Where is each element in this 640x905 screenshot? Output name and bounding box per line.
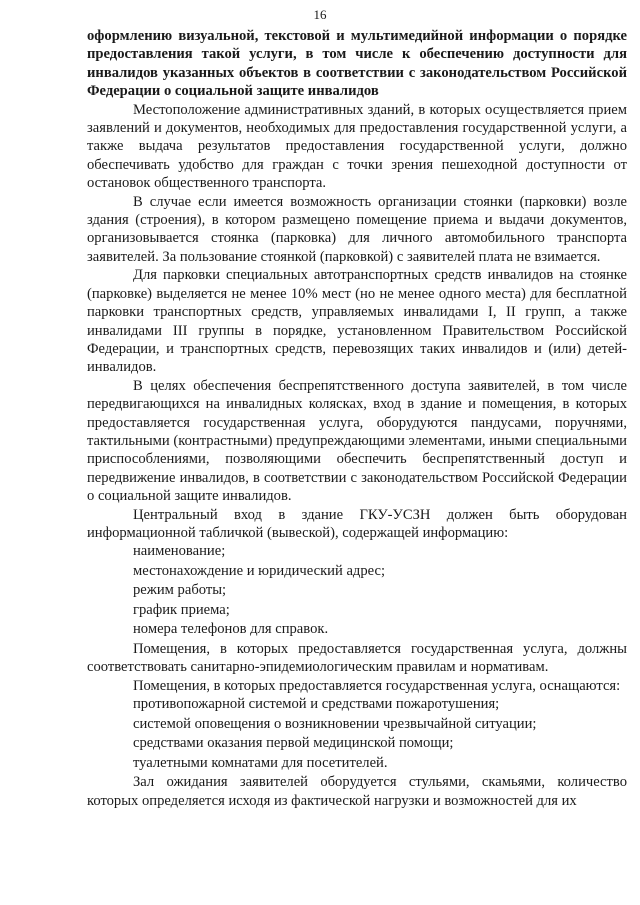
section-heading: оформлению визуальной, текстовой и мультимедийной информации о порядке предоставления такой услуги, в том числе к обеспечению доступности для инвалидов указанных объектов в соответствии с законодательством Российской Федерации о социальной защите инвалидов	[87, 28, 627, 100]
paragraph: Для парковки специальных автотранспортных средств инвалидов на стоянке (парковке) выделяется не менее 10% мест (но не менее одного места) для бесплатной парковки транспортных средств, управляемых инвалидами I, II групп, а также инвалидами III группы в порядке, установленном Правительством Российской Федерации, и транспортных средств, перевозящих таких инвалидов и (или) детей-инвалидов.	[87, 267, 627, 376]
list-item: режим работы;	[133, 582, 227, 599]
document-body	[87, 27, 627, 810]
paragraph: Центральный вход в здание ГКУ-УСЗН должен быть оборудован информационной табличкой (вывеской), содержащей информацию:	[87, 506, 627, 541]
paragraph: Зал ожидания заявителей оборудуется стульями, скамьями, количество которых определяется исходя из фактической нагрузки и возможностей для их	[87, 774, 627, 809]
list-item: туалетными комнатами для посетителей.	[133, 754, 388, 771]
list-item: наименование;	[133, 543, 226, 560]
list-item: местонахождение и юридический адрес;	[133, 562, 386, 579]
paragraph: В целях обеспечения беспрепятственного доступа заявителей, в том числе передвигающихся на инвалидных колясках, вход в здание и помещения, в которых предоставляется государственная услуга, оборудуются пандусами, поручнями, тактильными (контрастными) предупреждающими элементами, иными специальными приспособлениями, позволяющими обеспечить беспрепятственный доступ и передвижение инвалидов, в соответствии с законодательством Российской Федерации о социальной защите инвалидов.	[87, 377, 627, 505]
list-item: номера телефонов для справок.	[133, 621, 329, 638]
list-item: график приема;	[133, 601, 230, 618]
paragraph: Помещения, в которых предоставляется государственная услуга, оснащаются:	[133, 677, 621, 694]
paragraph: В случае если имеется возможность организации стоянки (парковки) возле здания (строения), в котором размещено помещение приема и выдачи документов, организовывается стоянка (парковка) для личного автомобильного транспорта заявителей. За пользование стоянкой (парковкой) с заявителей плата не взимается.	[87, 193, 627, 265]
list-item: системой оповещения о возникновении чрезвычайной ситуации;	[133, 715, 537, 732]
page-number: 16	[313, 7, 327, 22]
paragraph: Помещения, в которых предоставляется государственная услуга, должны соответствовать санитарно-эпидемиологическим правилам и нормативам.	[87, 640, 627, 676]
paragraph: Местоположение административных зданий, в которых осуществляется прием заявлений и документов, необходимых для предоставления государственной услуги, а также выдача результатов предоставления государственной услуги, должно обеспечивать удобство для граждан с точки зрения пешеходной доступности от остановок общественного транспорта.	[87, 101, 627, 192]
list-item: средствами оказания первой медицинской помощи;	[133, 735, 454, 752]
list-item: противопожарной системой и средствами пожаротушения;	[133, 696, 500, 713]
